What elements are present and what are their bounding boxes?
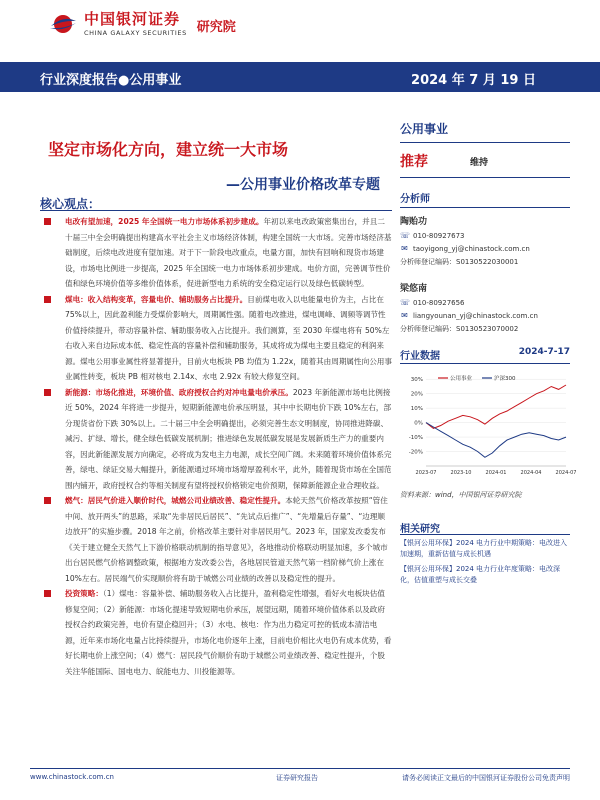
email-address[interactable]: taoyigong_yj@chinastock.com.cn — [413, 244, 530, 253]
y-tick-label: 30% — [410, 377, 423, 384]
analyst-phone — [400, 231, 570, 240]
analyst-card — [400, 214, 570, 267]
related-research-item[interactable]: 【银河公用环保】2024 电力行业年度策略：电改深化，估值重塑与成长交叠 — [400, 565, 561, 584]
core-view-label: 核心观点： — [40, 197, 101, 211]
sidebar — [400, 120, 570, 334]
phone-number: 010-80927656 — [413, 298, 465, 307]
rating-row — [400, 143, 570, 173]
phone-icon: ☏ — [400, 231, 411, 240]
series-line — [426, 423, 566, 458]
bullet-highlight: 电改有望加速，2025 年全国统一电力市场体系初步建成。 — [65, 217, 264, 226]
analyst-card — [400, 281, 570, 334]
galaxy-logo-icon — [48, 11, 78, 37]
x-tick-label: 2023-07 — [415, 470, 437, 476]
market-chart — [400, 366, 577, 486]
report-title: 坚定市场化方向，建立统一大市场 — [48, 140, 289, 159]
sector-label: 公用事业 — [400, 122, 449, 136]
phone-number: 010-80927673 — [413, 231, 465, 240]
bullet-highlight: 煤电：收入结构变革，容量电价、辅助服务占比提升。 — [65, 294, 248, 304]
divider — [400, 177, 570, 178]
y-tick-label: -20% — [408, 449, 423, 456]
bullet-square-icon — [44, 389, 51, 396]
y-tick-label: 20% — [410, 391, 423, 398]
bullet-power-reform — [40, 214, 392, 292]
y-tick-label: -10% — [408, 435, 423, 442]
market-data-date: 2024-7-17 — [518, 347, 570, 357]
email-address[interactable]: liangyounan_yj@chinastock.com.cn — [413, 311, 538, 320]
analyst-cert: 分析师登记编码：S0130523070002 — [400, 325, 519, 333]
report-type: 行业深度报告●公用事业 — [40, 73, 182, 88]
bullet-text: 本轮天然气价格改革按照“管住中间、放开两头”的思路，采取“先非居民后居民”、“先试点后推广”、“先增量后存量”、“边理顺边放开”的实施步骤。2018 年之前，价格改革主要针对非居民用气。2023 年，国家发改委发布《关于建立健全天然气上下游价格联动机制的指导意见》，各地推动价格联动明显加速，多个城市出台居民燃气价格调整政策，根据地方发改委公告，各地居民管道天然气第一档阶梯气价上涨在 10%左右。居民端气价实现顺价将有助于城燃公司业绩的改善以及稳定性的提升。 — [65, 496, 388, 583]
bullet-square-icon — [44, 497, 51, 504]
related-research-header: 相关研究 — [400, 524, 440, 535]
report-header-bar — [0, 62, 600, 92]
company-logo — [48, 8, 236, 40]
bullet-new-energy — [40, 385, 392, 494]
related-research-list — [400, 538, 570, 590]
legend-label: 沪深300 — [494, 376, 516, 382]
bullet-highlight: 新能源：市场化推进，环境价值、政府授权合约对冲电量电价承压。 — [65, 387, 293, 397]
analyst-name: 陶贻功 — [400, 217, 428, 227]
related-research-item[interactable]: 【银河公用环保】2024 电力行业中期策略：电改进入加速期，重新估值与成长机遇 — [400, 539, 568, 558]
series-line — [426, 385, 566, 428]
analyst-cert: 分析师登记编码：S0130522030001 — [400, 258, 519, 266]
x-tick-label: 2023-10 — [450, 470, 472, 476]
analyst-name: 梁悠南 — [400, 284, 428, 294]
x-tick-label: 2024-04 — [520, 470, 542, 476]
bullet-strategy — [40, 586, 392, 679]
y-tick-label: 10% — [410, 406, 423, 413]
analyst-email — [400, 244, 570, 253]
bullet-square-icon — [44, 296, 51, 303]
rating-status: 维持 — [470, 158, 489, 168]
bullet-text: （1）煤电：容量补偿、辅助服务收入占比提升，盈利稳定性增强，看好火电板块估值修复空间；（2）新能源：市场化提速导致短期电价承压，展望远期，随着环境价值体系以及政府授权合约政策完善，电价有望企稳回升；（3）水电、核电：作为出力稳定可控的低成本清洁电源，近年来市场化电量占比持续提升，市场化电价逐年上涨，目前电价相比火电仍有成本优势，看好长期电价上涨空间；（4）燃气：居民段气价顺价有助于城燃公司业绩改善、稳定性提升，个股关注华能国际、国电电力、皖能电力、川投能源等。 — [65, 589, 392, 676]
report-subtitle: —公用事业价格改革专题 — [226, 177, 380, 193]
divider — [400, 534, 570, 535]
bullet-text: 目前煤电收入以电能量电价为主，占比在 75%以上，因此盈利能力受煤价影响大，周期属性强。随着电改推进，煤电调峰、调频等调节性价值持续提升，带动容量补偿、辅助服务收入占比提升。我们测算，至 2030 年煤电将有 50%左右收入来自边际成本低、稳定性高的容量补偿和辅助服务，其成将成为煤电主要且稳定的利润来源。煤电公用事业属性将显著提升，目前火电板块 PB 均值为 1.22x，随着其由周期属性向公用事业属性转变，板块 PB 相对核电 2.14x、水电 2.92x 有较大修复空间。 — [65, 294, 392, 381]
bullet-square-icon — [44, 590, 51, 597]
bullet-coal-power — [40, 292, 392, 385]
email-icon: ✉ — [401, 311, 408, 320]
rating-label: 推荐 — [400, 154, 428, 170]
divider — [400, 207, 570, 208]
market-data-header — [400, 347, 570, 361]
x-tick-label: 2024-01 — [485, 470, 507, 476]
x-tick-label: 2024-07 — [555, 470, 577, 476]
legend-label: 公用事业 — [450, 376, 473, 382]
bullet-text: 年初以来电改政策密集出台，并且二十届三中全会明确提出构建高水平社会主义市场经济体制，构建全国统一大市场。完善市场经济基础制度，后续电改进度有望加速。对于下一阶段电改重点，电量方面，加快有回响和现货市场建设，市场电比例进一步提高，2025 年全国统一电力市场体系初步建成。电价方面，完善调节性价值和绿色环境价值等多维价值体系，促进新型电力系统的安全稳定运行以及绿色低碳转型。 — [65, 217, 392, 288]
report-date: 2024 年 7 月 19 日 — [411, 73, 536, 88]
core-view-list — [40, 214, 392, 679]
footer-website[interactable]: www.chinastock.com.cn — [30, 773, 114, 781]
bullet-gas — [40, 493, 392, 586]
bullet-highlight: 燃气：居民气价进入顺价时代，城燃公司业绩改善、稳定性提升。 — [65, 496, 286, 505]
footer-disclaimer: 请务必阅读正文最后的中国银河证券股份公司免责声明 — [402, 774, 570, 782]
analyst-header: 分析师 — [400, 194, 430, 205]
phone-icon: ☏ — [400, 298, 411, 307]
market-data-label: 行业数据 — [400, 351, 440, 362]
divider — [400, 363, 570, 364]
footer-divider — [30, 768, 570, 769]
chart-source: 资料来源：wind，中国银河证券研究院 — [400, 491, 522, 499]
y-tick-label: 0% — [414, 420, 423, 427]
footer-center: 证券研究报告 — [276, 774, 318, 782]
bullet-text: 2023 年新能源市场电比例接近 50%，2024 年将进一步提升，短期新能源电价承压明显，其中中长期电价下跌 10%左右，部分现货省份下跌 30%以上。二十届三中全会明确提出，必须完善生态文明制度，协同推进降碳、减污、扩绿、增长，健全绿色低碳发展机制；推进绿色发展低碳发展是发展新质生产力的重要内容，因此新能源发展方向确定，必将成为发电主力电源，成长空间广阔。未来随着环境价值体系完善，绿电、绿证交易大幅提升，新能源通过环境市场增厚盈利水平，此外，随着现货市场在全国范围内铺开，政府授权合约等相关制度有望将授权价格锁定电价预期，保障新能源企业合理收益。 — [65, 387, 392, 490]
analyst-phone — [400, 298, 570, 307]
bullet-square-icon — [44, 218, 51, 225]
institute-label: 研究院 — [196, 19, 236, 35]
email-icon: ✉ — [401, 244, 408, 253]
analyst-email — [400, 311, 570, 320]
chart-svg — [400, 366, 577, 486]
divider — [40, 210, 392, 211]
logo-english-name: CHINA GALAXY SECURITIES — [84, 28, 187, 37]
logo-chinese-name: 中国银河证券 — [84, 9, 181, 28]
bullet-highlight: 投资策略： — [65, 589, 103, 598]
